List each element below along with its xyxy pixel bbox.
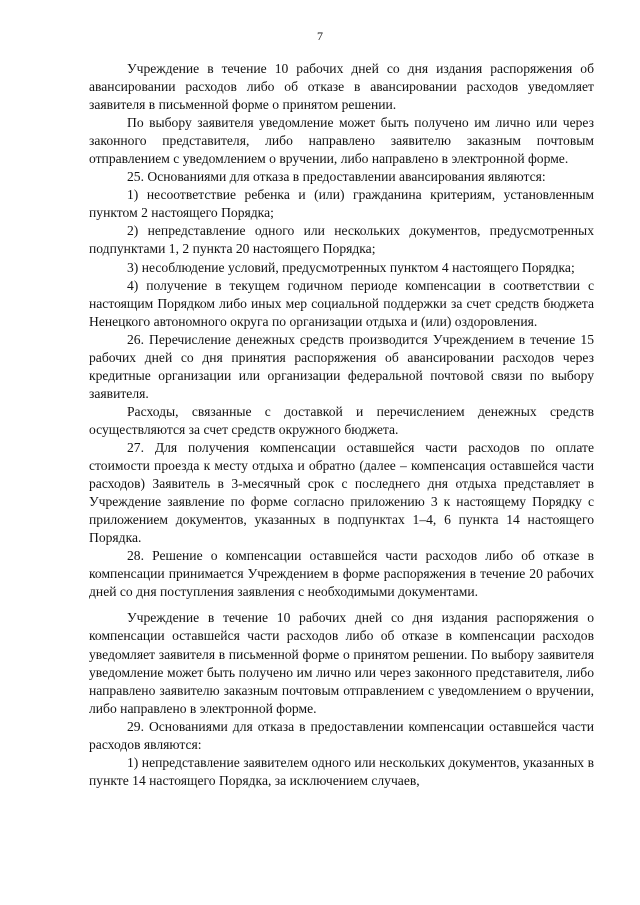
paragraph-26: 26. Перечисление денежных средств производится Учреждением в течение 15 рабочих дней со дня принятия распоряжения об авансировании расходов через кредитные организации или организации федеральной почтовой связи по выбору заявителя. [89, 331, 594, 401]
page-number: 7 [317, 29, 323, 43]
paragraph-27: 27. Для получения компенсации оставшейся части расходов по оплате стоимости проезда к месту отдыха и обратно (далее – компенсация оставшейся части расходов) Заявитель в 3-месячный срок с последнего дня отдыха представляет в Учреждение заявление по форме согласно приложению 3 к настоящему Порядку с приложением документов, указанных в подпунктах 1–4, 6 пункта 14 настоящего Порядка. [89, 439, 594, 546]
paragraph-25-heading: 25. Основаниями для отказа в предоставлении авансирования являются: [127, 169, 546, 185]
paragraph-25-item-4: 4) получение в текущем годичном периоде компенсации в соответствии с настоящим Порядком либо иных мер социальной поддержки за счет средств бюджета Ненецкого автономного округа по организации отдыха и (или) оздоровления. [89, 277, 594, 329]
paragraph-notification-compensation: Учреждение в течение 10 рабочих дней со дня издания распоряжения о компенсации оставшейся части расходов либо об отказе в компенсации расходов уведомляет заявителя в письменной форме о принятом решении. По выбору заявителя уведомление может быть получено им лично или через законного представителя, либо направлено заявителю заказным почтовым отправлением с уведомлением о вручении, либо направлено в электронной форме. [89, 610, 594, 716]
paragraph-28: 28. Решение о компенсации оставшейся части расходов либо об отказе в компенсации принимается Учреждением в форме распоряжения в течение 20 рабочих дней со дня поступления заявления с необходимыми документами. [89, 548, 594, 600]
paragraph-25-item-3: 3) несоблюдение условий, предусмотренных пунктом 4 настоящего Порядка; [127, 259, 575, 275]
paragraph-29-heading: 29. Основаниями для отказа в предоставлении компенсации оставшейся части расходов являются: [89, 718, 594, 752]
paragraph-26-expenses: Расходы, связанные с доставкой и перечислением денежных средств осуществляются за счет средств окружного бюджета. [89, 403, 594, 437]
paragraph-29-item-1: 1) непредставление заявителем одного или нескольких документов, указанных в пункте 14 настоящего Порядка, за исключением случаев, [89, 754, 594, 788]
document-body [89, 60, 594, 790]
paragraph-notification-delivery: По выбору заявителя уведомление может быть получено им лично или через законного представителя, либо направлено заявителю заказным почтовым отправлением с уведомлением о вручении, либо направлено в электронной форме. [89, 115, 594, 167]
paragraph-25-item-2: 2) непредставление одного или нескольких документов, предусмотренных подпунктами 1, 2 пункта 20 настоящего Порядка; [89, 223, 594, 257]
paragraph-notification-advance: Учреждение в течение 10 рабочих дней со дня издания распоряжения об авансировании расходов либо об отказе в авансировании расходов уведомляет заявителя в письменной форме о принятом решении. [89, 61, 594, 113]
paragraph-25-item-1: 1) несоответствие ребенка и (или) гражданина критериям, установленным пунктом 2 настоящего Порядка; [89, 187, 594, 221]
